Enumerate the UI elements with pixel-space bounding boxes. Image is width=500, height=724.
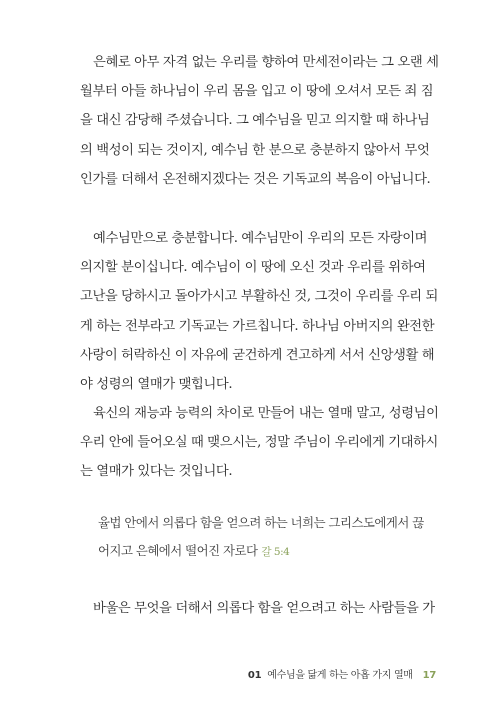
quote-line-last [98,537,438,565]
paragraph-2 [80,224,439,399]
text-line: 의 백성이 되는 것이지, 예수님 한 분으로 충분하지 않아서 무엇 [80,142,430,158]
quote-line: 율법 안에서 의롭다 함을 얻으려 하는 너희는 그리스도에게서 끊 [98,515,424,530]
text-line: 고난을 당하시고 돌아가시고 부활하신 것, 그것이 우리를 우리 되 [80,289,439,305]
text-line: 사랑이 허락하신 이 자유에 굳건하게 견고하게 서서 신앙생활 해 [80,347,435,363]
text-line: 게 하는 전부라고 기독교는 가르칩니다. 하나님 아버지의 완전한 [80,318,435,334]
paragraph-1 [80,48,439,194]
text-line: 는 열매가 있다는 것입니다. [80,464,233,480]
page-number: 17 [422,670,436,681]
text-line: 야 성령의 열매가 맺힙니다. [80,376,233,392]
paragraph-4 [80,594,436,623]
chapter-number: 01 [247,670,262,681]
text-line: 우리 안에 들어오실 때 맺으시는, 정말 주님이 우리에게 기대하시 [80,435,439,451]
page-footer [248,666,436,681]
text-line: 인가를 더해서 온전해지겠다는 것은 기독교의 복음이 아닙니다. [80,171,431,187]
quote-text: 어지고 은혜에서 떨어진 자로다 [98,543,258,558]
text-line: 을 대신 감당해 주셨습니다. 그 예수님을 믿고 의지할 때 하나님 [80,113,430,129]
paragraph-3 [80,399,439,487]
text-line: 월부터 아들 하나님이 우리 몸을 입고 이 땅에 오셔서 모든 죄 짐 [80,84,434,100]
text-line: 은혜로 아무 자격 없는 우리를 향하여 만세전이라는 그 오랜 세 [93,55,439,70]
chapter-title: 예수님을 닮게 하는 아홉 가지 열매 [267,670,413,681]
scripture-quote [98,509,438,565]
text-line: 바울은 무엇을 더해서 의롭다 함을 얻으려고 하는 사람들을 가 [93,601,435,616]
text-line: 예수님만으로 충분합니다. 예수님만이 우리의 모든 자랑이며 [93,231,428,246]
text-line: 육신의 재능과 능력의 차이로 만들어 내는 열매 말고, 성령님이 [93,406,439,421]
scripture-reference: 갈 5:4 [261,546,290,558]
text-line: 의지할 분이십니다. 예수님이 이 땅에 오신 것과 우리를 위하여 [80,260,426,276]
